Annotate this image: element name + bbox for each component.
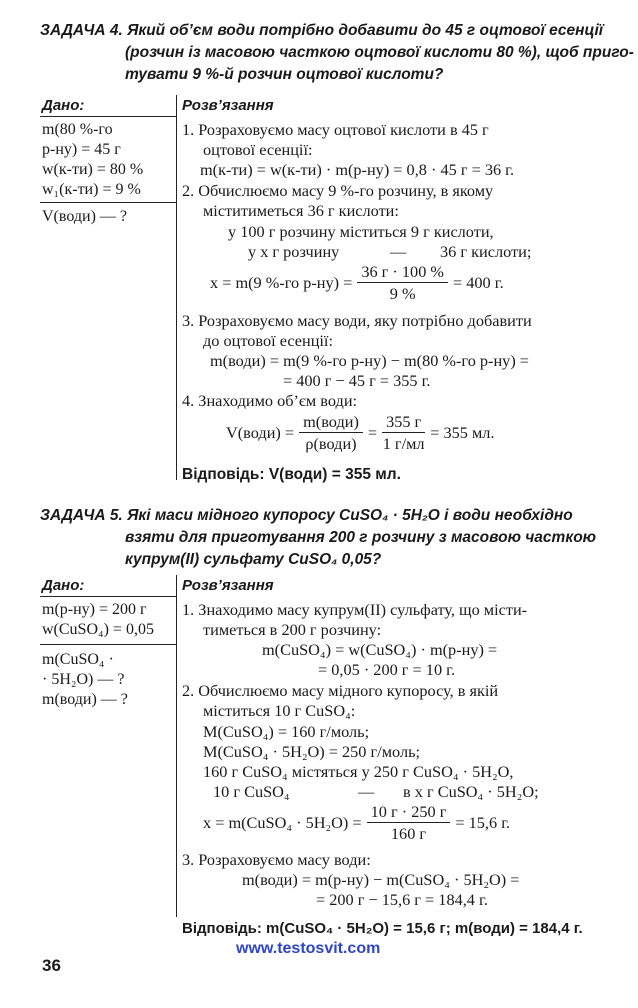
fraction-formula (203, 802, 510, 843)
formula-left: x = m(CuSO₄ · 5H₂O) = (203, 812, 362, 832)
given-item: w(к-ти) = 80 % (42, 161, 144, 178)
fraction (367, 802, 451, 843)
step-line: 1. Знаходимо масу купрум(ІІ) сульфату, що місти- (182, 600, 528, 619)
step-line: оцтової есенції: (203, 140, 313, 159)
formula-line: M(CuSO₄ · 5H₂O) = 250 г/моль; (203, 742, 421, 761)
formula-line: = 0,05 · 200 г = 10 г. (318, 660, 456, 679)
fraction-denominator: 1 г/мл (382, 434, 425, 453)
step-line: до оцтової есенції: (203, 331, 333, 350)
fraction (299, 412, 363, 453)
find-item: m(CuSO₄ · (42, 651, 114, 668)
formula-line: M(CuSO₄) = 160 г/моль; (203, 722, 370, 741)
find-item: · 5H₂O) — ? (42, 671, 125, 688)
formula-result: = 400 г. (452, 272, 504, 292)
find-separator (40, 644, 176, 645)
given-item: р-ну) = 45 г (42, 141, 121, 158)
formula-line: = 200 г − 15,6 г = 184,4 г. (316, 890, 488, 909)
fraction-denominator: ρ(води) (305, 434, 357, 453)
find-item: m(води) — ? (42, 691, 128, 708)
given-divider (176, 575, 177, 917)
fraction-denominator: 160 г (390, 824, 427, 843)
step-line: тиметься в 200 г розчину: (203, 620, 382, 639)
formula-line: m(води) = m(р-ну) − m(CuSO₄ · 5H₂O) = (242, 870, 520, 889)
given-item: m(80 %-го (42, 121, 113, 138)
proportion-left: у x г розчину (248, 242, 340, 261)
formula-line: = 400 г − 45 г = 355 г. (283, 371, 431, 390)
fraction (357, 262, 448, 303)
task-4-line-1: Який об’єм води потрібно добавити до 45 г оцтової есенції (127, 22, 604, 39)
step-line: 2. Обчислюємо масу 9 %-го розчину, в якому (182, 181, 494, 200)
task-4-solution-title: Розв’язання (182, 97, 274, 114)
website-link[interactable]: www.testosvit.com (236, 940, 381, 957)
task-5-given-title: Дано: (42, 577, 85, 594)
step-line: 2. Обчислюємо масу мідного купоросу, в якій (182, 681, 499, 700)
step-line: 4. Знаходимо об’єм води: (182, 391, 358, 410)
task-5-label: ЗАДАЧА 5. (40, 507, 123, 524)
given-underline (40, 596, 176, 597)
fraction-formula (226, 412, 494, 453)
given-item: w₁(к-ти) = 9 % (42, 181, 141, 198)
proportion-line: у 100 г розчину міститься 9 г кислоти, (228, 222, 494, 241)
task-5-line-3: купрум(ІІ) сульфату CuSO₄ 0,05? (125, 551, 382, 568)
given-item: w(CuSO₄) = 0,05 (42, 621, 154, 638)
task-4-statement (40, 20, 620, 42)
task-5-answer: Відповідь: m(CuSO₄ · 5H₂O) = 15,6 г; m(води) = 184,4 г. (182, 920, 583, 937)
page-number: 36 (42, 956, 61, 975)
fraction-denominator: 9 % (389, 284, 416, 303)
formula-line: m(води) = m(9 %-го р-ну) − m(80 %-го р-ну) = (210, 351, 529, 370)
step-line: 1. Розраховуємо масу оцтової кислоти в 45 г (182, 120, 489, 139)
fraction-numerator: 36 г · 100 % (357, 262, 448, 283)
fraction-numerator: 355 г (382, 412, 425, 433)
task-4-line-2: (розчин із масовою часткою оцтової кислоти 80 %), щоб приго- (125, 44, 634, 61)
proportion-right: в x г CuSO₄ · 5H₂O; (403, 782, 539, 801)
task-5-solution-title: Розв’язання (182, 577, 274, 594)
proportion-dash: — (358, 782, 375, 801)
find-separator (40, 202, 176, 203)
formula-result: = 15,6 г. (455, 812, 511, 832)
given-divider (176, 95, 177, 480)
proportion-right: 36 г кислоти; (440, 242, 532, 261)
proportion-left: 10 г CuSO₄ (213, 782, 290, 801)
task-4-line-3: тувати 9 %-й розчин оцтової кислоти? (125, 66, 444, 83)
task-5-line-1: Які маси мідного купоросу CuSO₄ · 5H₂O і води необхідно (127, 507, 573, 524)
fraction (382, 412, 425, 453)
given-item: m(р-ну) = 200 г (42, 601, 147, 618)
fraction-formula (210, 262, 504, 303)
find-item: V(води) — ? (42, 208, 127, 225)
given-underline (40, 116, 176, 117)
step-line: 3. Розраховуємо масу води, яку потрібно добавити (182, 311, 532, 330)
equals-sign: = (367, 422, 378, 442)
proportion-dash: — (390, 242, 407, 261)
formula-left: x = m(9 %-го р-ну) = (210, 272, 353, 292)
formula-line: m(к-ти) = w(к-ти) · m(р-ну) = 0,8 · 45 г = 36 г. (200, 160, 515, 179)
step-line: 3. Розраховуємо масу води: (182, 850, 371, 869)
fraction-numerator: m(води) (299, 412, 363, 433)
task-4-label: ЗАДАЧА 4. (40, 22, 123, 39)
fraction-numerator: 10 г · 250 г (367, 802, 451, 823)
step-line: міститься 10 г CuSO₄: (203, 701, 356, 720)
proportion-line: 160 г CuSO₄ містяться у 250 г CuSO₄ · 5H₂O, (203, 762, 514, 781)
formula-left: V(води) = (226, 422, 295, 442)
task-4-given-title: Дано: (42, 97, 85, 114)
task-4-answer: Відповідь: V(води) = 355 мл. (182, 466, 401, 483)
formula-result: = 355 мл. (430, 422, 495, 442)
step-line: міститиметься 36 г кислоти: (203, 201, 399, 220)
task-5-line-2: взяти для приготування 200 г розчину з масовою часткою (125, 529, 597, 546)
task-5-statement (40, 505, 620, 527)
formula-line: m(CuSO₄) = w(CuSO₄) · m(р-ну) = (262, 640, 498, 659)
